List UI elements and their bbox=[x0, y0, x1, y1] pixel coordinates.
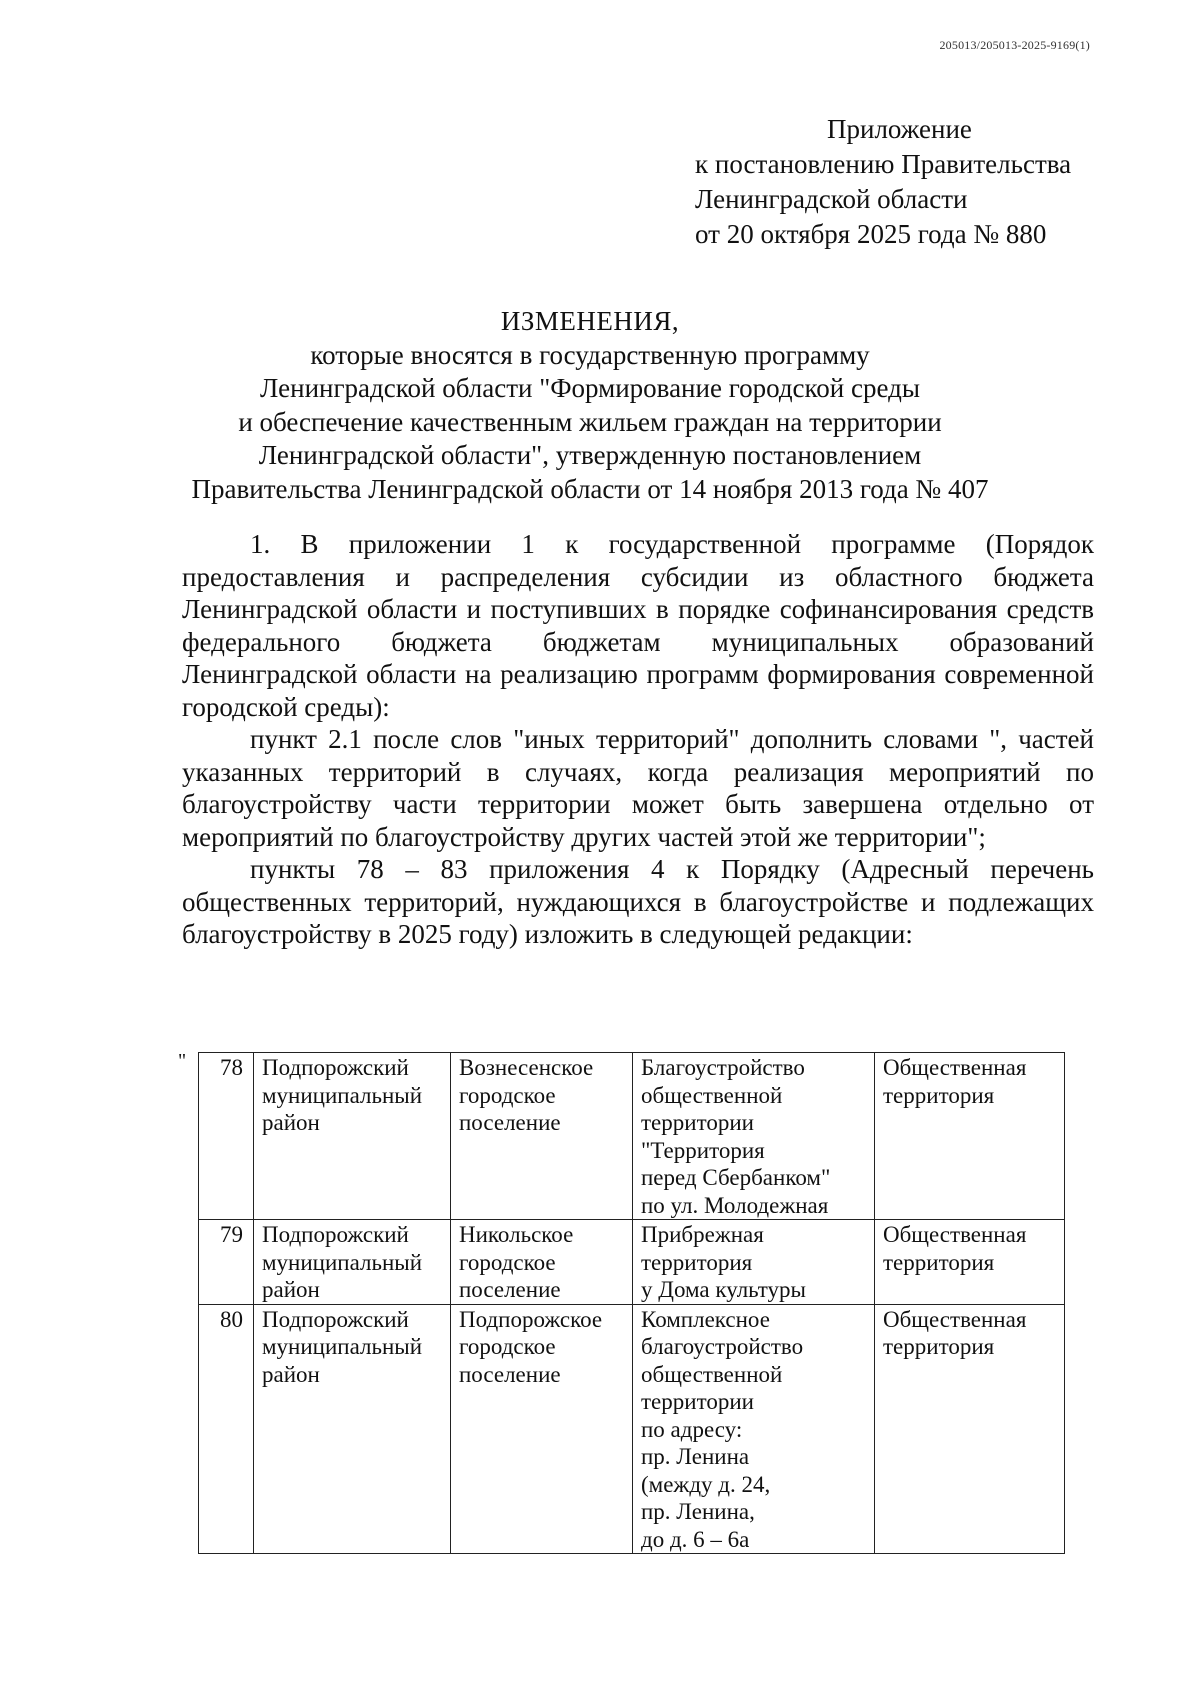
district-cell bbox=[254, 1220, 451, 1305]
cell-line: городское bbox=[459, 1082, 556, 1108]
cell-line: перед Сбербанком" bbox=[641, 1165, 831, 1190]
cell-line: "Территория bbox=[641, 1137, 765, 1163]
district-cell bbox=[254, 1053, 451, 1220]
cell-line: район bbox=[262, 1110, 320, 1135]
cell-line: Прибрежная bbox=[641, 1222, 764, 1247]
document-id: 205013/205013-2025-9169(1) bbox=[939, 38, 1090, 52]
cell-line: Подпорожский bbox=[262, 1306, 409, 1332]
row-number: 80 bbox=[199, 1304, 254, 1554]
paragraph-1: 1. В приложении 1 к государственной программе (Порядок предоставления и распределения субсидии из областного бюджета Ленинградской области и поступивших в порядке софинансирования средств федерального бюджета бюджетам муниципальных образований Ленинградской области на реализацию программ формирования современной городской среды): bbox=[182, 529, 1094, 722]
cell-line: территория bbox=[883, 1249, 995, 1275]
cell-line: по ул. Молодежная bbox=[641, 1192, 829, 1218]
body-text bbox=[182, 528, 1094, 951]
cell-line: по адресу: bbox=[641, 1416, 743, 1442]
cell-line: Благоустройство bbox=[641, 1055, 805, 1080]
cell-line: территория bbox=[883, 1082, 995, 1108]
object-cell bbox=[633, 1304, 875, 1554]
cell-line: поселение bbox=[459, 1361, 561, 1387]
title-line: Ленинградской области", утвержденную постановлением bbox=[258, 440, 922, 470]
row-number: 78 bbox=[199, 1053, 254, 1220]
cell-line: городское bbox=[459, 1249, 556, 1275]
cell-line: территории bbox=[641, 1389, 754, 1414]
paragraph-2: пункт 2.1 после слов "иных территорий" дополнить словами ", частей указанных территорий в случаях, когда реализация мероприятий по благоустройству части территории может быть завершена отдельно от мероприятий по благоустройству других частей этой же территории"; bbox=[182, 724, 1094, 852]
cell-line: территории bbox=[641, 1110, 754, 1135]
address-table bbox=[198, 1052, 1065, 1554]
title-line: и обеспечение качественным жильем граждан на территории bbox=[238, 406, 942, 437]
cell-line: пр. Ленина, bbox=[641, 1499, 755, 1524]
cell-line: до д. 6 – 6а bbox=[641, 1526, 750, 1552]
territory-type-cell bbox=[875, 1220, 1065, 1305]
cell-line: пр. Ленина bbox=[641, 1444, 750, 1469]
paragraph-3: пункты 78 – 83 приложения 4 к Порядку (Адресный перечень общественных территорий, нуждающихся в благоустройстве и подлежащих благоустройству в 2025 году) изложить в следующей редакции: bbox=[182, 854, 1094, 949]
cell-line: поселение bbox=[459, 1277, 561, 1302]
title-line: которые вносятся в государственную программу bbox=[310, 339, 870, 370]
cell-line: городское bbox=[459, 1334, 556, 1359]
title-line: Ленинградской области "Формирование городской среды bbox=[260, 373, 920, 403]
title-line: Правительства Ленинградской области от 14 ноября 2013 года № 407 bbox=[191, 473, 989, 504]
cell-line: поселение bbox=[459, 1110, 561, 1135]
table-row bbox=[199, 1053, 1065, 1220]
cell-line: Вознесенское bbox=[459, 1055, 594, 1080]
cell-line: общественной bbox=[641, 1082, 783, 1108]
cell-line: территория bbox=[883, 1334, 995, 1359]
settlement-cell bbox=[451, 1220, 633, 1305]
cell-line: Никольское bbox=[459, 1222, 574, 1247]
appendix-line: к постановлению Правительства bbox=[695, 149, 1072, 179]
cell-line: Общественная bbox=[883, 1222, 1027, 1247]
territory-type-cell bbox=[875, 1304, 1065, 1554]
cell-line: район bbox=[262, 1277, 320, 1302]
object-cell bbox=[633, 1220, 875, 1305]
appendix-line: Ленинградской области bbox=[695, 184, 968, 214]
cell-line: Комплексное bbox=[641, 1306, 770, 1332]
appendix-line: Приложение bbox=[827, 114, 972, 144]
cell-line: муниципальный bbox=[262, 1082, 423, 1108]
object-cell bbox=[633, 1053, 875, 1220]
district-cell bbox=[254, 1304, 451, 1554]
document-title bbox=[150, 305, 1030, 506]
cell-line: благоустройство bbox=[641, 1334, 804, 1359]
settlement-cell bbox=[451, 1304, 633, 1554]
cell-line: муниципальный bbox=[262, 1249, 423, 1275]
cell-line: муниципальный bbox=[262, 1334, 423, 1359]
cell-line: район bbox=[262, 1361, 320, 1387]
cell-line: общественной bbox=[641, 1361, 783, 1387]
appendix-header bbox=[695, 112, 1071, 252]
cell-line: Подпорожский bbox=[262, 1055, 409, 1080]
table-row bbox=[199, 1220, 1065, 1305]
cell-line: (между д. 24, bbox=[641, 1471, 771, 1497]
territory-type-cell bbox=[875, 1053, 1065, 1220]
table-row bbox=[199, 1304, 1065, 1554]
cell-line: Общественная bbox=[883, 1306, 1027, 1332]
row-number: 79 bbox=[199, 1220, 254, 1305]
settlement-cell bbox=[451, 1053, 633, 1220]
cell-line: у Дома культуры bbox=[641, 1277, 806, 1302]
opening-quote: " bbox=[178, 1050, 187, 1072]
cell-line: Общественная bbox=[883, 1055, 1027, 1080]
appendix-line: от 20 октября 2025 года № 880 bbox=[695, 219, 1047, 249]
title-heading: ИЗМЕНЕНИЯ, bbox=[500, 306, 680, 336]
cell-line: территория bbox=[641, 1249, 753, 1275]
cell-line: Подпорожское bbox=[459, 1306, 603, 1332]
cell-line: Подпорожский bbox=[262, 1222, 409, 1247]
